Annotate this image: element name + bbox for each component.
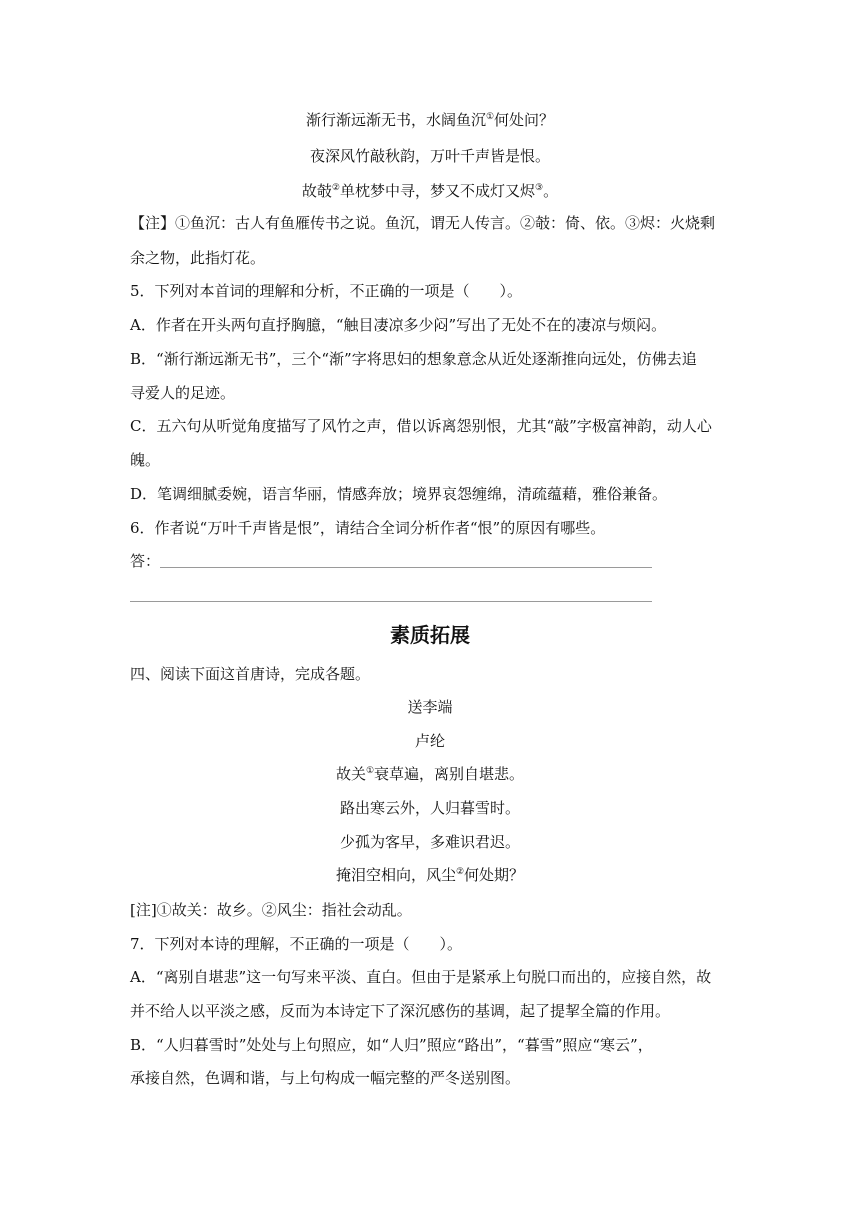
answer-line[interactable] xyxy=(130,601,652,602)
answer-line[interactable] xyxy=(160,567,652,568)
option-b-cont: 寻爱人的足迹。 xyxy=(130,384,236,402)
poem-line: 夜深风竹敲秋韵，万叶千声皆是恨。 xyxy=(309,147,550,165)
poem-title: 送李端 xyxy=(407,698,453,716)
option-c: C．五六句从听觉角度描写了风竹之声，借以诉离怨别恨，尤其“敲”字极富神韵，动人心 xyxy=(130,417,712,435)
option-a: A．“离别自堪悲”这一句写来平淡、直白。但由于是紧承上句脱口而出的，应接自然，故 xyxy=(130,968,712,986)
section-title: 素质拓展 xyxy=(390,623,470,647)
option-b-cont: 承接自然，色调和谐，与上句构成一幅完整的严冬送别图。 xyxy=(130,1069,521,1087)
poem-line: 路出寒云外，人归暮雪时。 xyxy=(339,799,520,817)
option-c-cont: 魄。 xyxy=(130,451,161,469)
note-text: [注]①故关：故乡。②风尘：指社会动乱。 xyxy=(130,901,412,919)
option-a-cont: 并不给人以平淡之感，反而为本诗定下了深沉感伤的基调，起了提挈全篇的作用。 xyxy=(130,1002,671,1020)
option-b: B．“渐行渐远渐无书”，三个“渐”字将思妇的想象意念从近处逐渐推向远处，仿佛去追 xyxy=(130,350,697,368)
option-d: D．笔调细腻委婉，语言华丽，情感奔放；境界哀怨缠绵，清疏蕴藉，雅俗兼备。 xyxy=(130,485,668,503)
answer-label: 答： xyxy=(130,552,161,570)
option-a: A．作者在开头两句直抒胸臆，“触目凄凉多少闷”写出了无处不在的凄凉与烦闷。 xyxy=(130,316,667,334)
note-text: 余之物，此指灯花。 xyxy=(130,249,266,267)
poem-line: 故攲②单枕梦中寻，梦又不成灯又烬③。 xyxy=(301,182,559,200)
poem-line: 少孤为客早，多难识君迟。 xyxy=(339,833,520,851)
poem-line: 渐行渐远渐无书，水阔鱼沉①何处问？ xyxy=(305,111,555,129)
question-stem: 5．下列对本首词的理解和分析，不正确的一项是（ ）。 xyxy=(130,282,523,300)
poem-line: 故关①衰草遍，离别自堪悲。 xyxy=(335,765,525,783)
poem-line: 掩泪空相向，风尘②何处期？ xyxy=(335,866,525,884)
note-text: 【注】①鱼沉：古人有鱼雁传书之说。鱼沉，谓无人传言。②攲：倚、依。③烬：火烧剩 xyxy=(130,214,716,232)
poem-author: 卢纶 xyxy=(414,732,445,750)
question-stem: 7．下列对本诗的理解，不正确的一项是（ ）。 xyxy=(130,935,463,953)
instruction: 四、阅读下面这首唐诗，完成各题。 xyxy=(130,665,371,683)
option-b: B．“人归暮雪时”处处与上句照应，如“人归”照应“路出”，“暮雪”照应“寒云”， xyxy=(130,1036,653,1054)
question-stem: 6．作者说“万叶千声皆是恨”，请结合全词分析作者“恨”的原因有哪些。 xyxy=(130,519,606,537)
